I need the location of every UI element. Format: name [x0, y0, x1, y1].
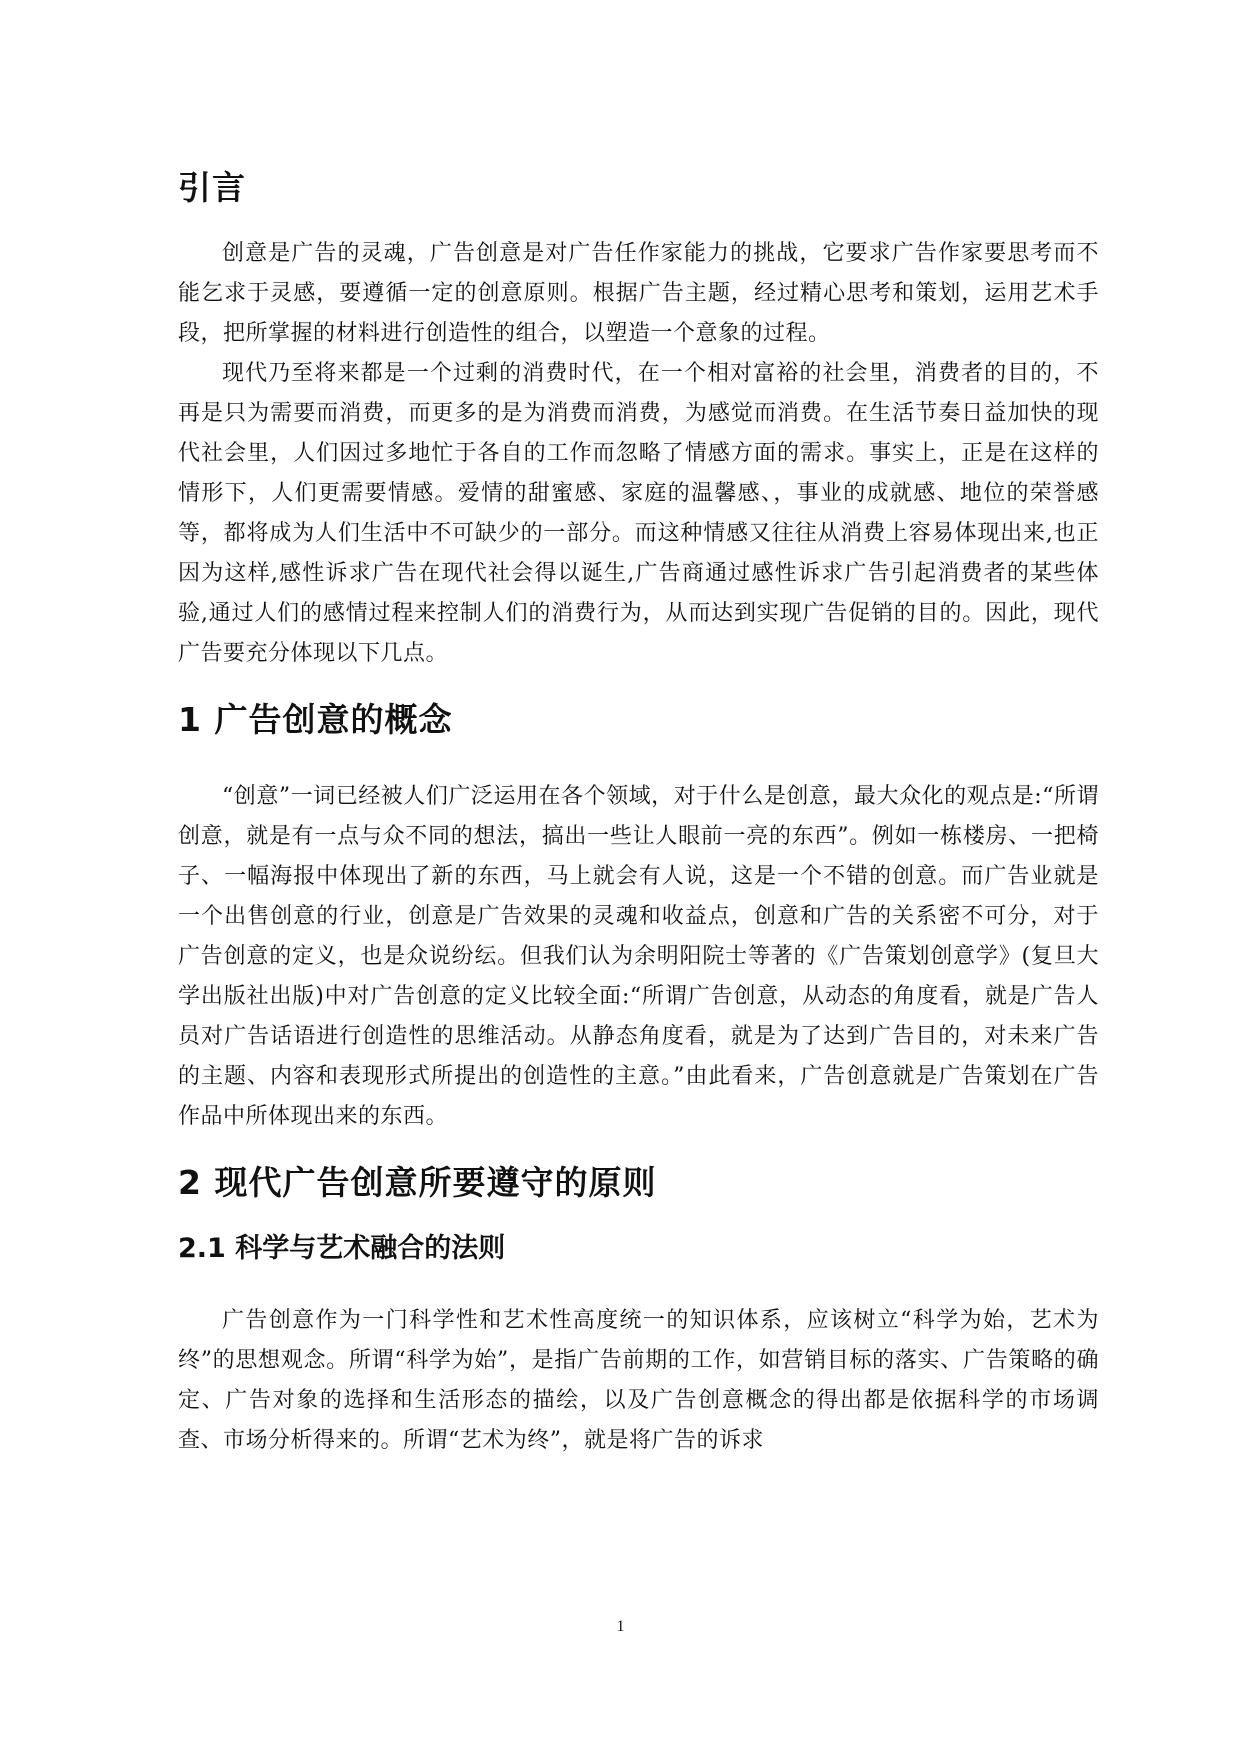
intro-paragraph-2: 现代乃至将来都是一个过剩的消费时代，在一个相对富裕的社会里，消费者的目的，不再是只为需要而消费，而更多的是为消费而消费，为感觉而消费。在生活节奏日益加快的现代社会里，人们因过多地忙于各自的工作而忽略了情感方面的需求。事实上，正是在这样的情形下，人们更需要情感。爱情的甜蜜感、家庭的温馨感、，事业的成就感、地位的荣誉感等，都将成为人们生活中不可缺少的一部分。而这种情感又往往从消费上容易体现出来,也正因为这样,感性诉求广告在现代社会得以诞生,广告商通过感性诉求广告引起消费者的某些体验,通过人们的感情过程来控制人们的消费行为，从而达到实现广告促销的目的。因此，现代广告要充分体现以下几点。: [178, 360, 1099, 666]
subsection-2-1-heading: 2.1 科学与艺术融合的法则: [178, 1232, 506, 1264]
intro-heading: 引言: [178, 168, 246, 207]
page-number: 1: [616, 1618, 625, 1635]
section-1-paragraph-1: “创意”一词已经被人们广泛运用在各个领域，对于什么是创意，最大众化的观点是:“所谓创意，就是有一点与众不同的想法，搞出一些让人眼前一亮的东西”。例如一栋楼房、一把椅子、一幅海报中体现出了新的东西，马上就会有人说，这是一个不错的创意。而广告业就是一个出售创意的行业，创意是广告效果的灵魂和收益点，创意和广告的关系密不可分，对于广告创意的定义，也是众说纷纭。但我们认为余明阳院士等著的《广告策划创意学》(复旦大学出版社出版)中对广告创意的定义比较全面:“所谓广告创意，从动态的角度看，就是广告人员对广告话语进行创造性的思维活动。从静态角度看，就是为了达到广告目的，对未来广告的主题、内容和表现形式所提出的创造性的主意。”由此看来，广告创意就是广告策划在广告作品中所体现出来的东西。: [178, 784, 1099, 1130]
intro-paragraph-1: 创意是广告的灵魂，广告创意是对广告任作家能力的挑战，它要求广告作家要思考而不能乞求于灵感，要遵循一定的创意原则。根据广告主题，经过精心思考和策划，运用艺术手段，把所掌握的材料进行创造性的组合，以塑造一个意象的过程。: [178, 240, 1099, 346]
section-1-heading: 1 广告创意的概念: [178, 699, 453, 739]
section-2-heading: 2 现代广告创意所要遵守的原则: [178, 1163, 657, 1203]
subsection-2-1-paragraph-1: 广告创意作为一门科学性和艺术性高度统一的知识体系，应该树立“科学为始，艺术为终”的思想观念。所谓“科学为始”，是指广告前期的工作，如营销目标的落实、广告策略的确定、广告对象的选择和生活形态的描绘，以及广告创意概念的得出都是依据科学的市场调查、市场分析得来的。所谓“艺术为终”，就是将广告的诉求: [178, 1308, 1099, 1454]
